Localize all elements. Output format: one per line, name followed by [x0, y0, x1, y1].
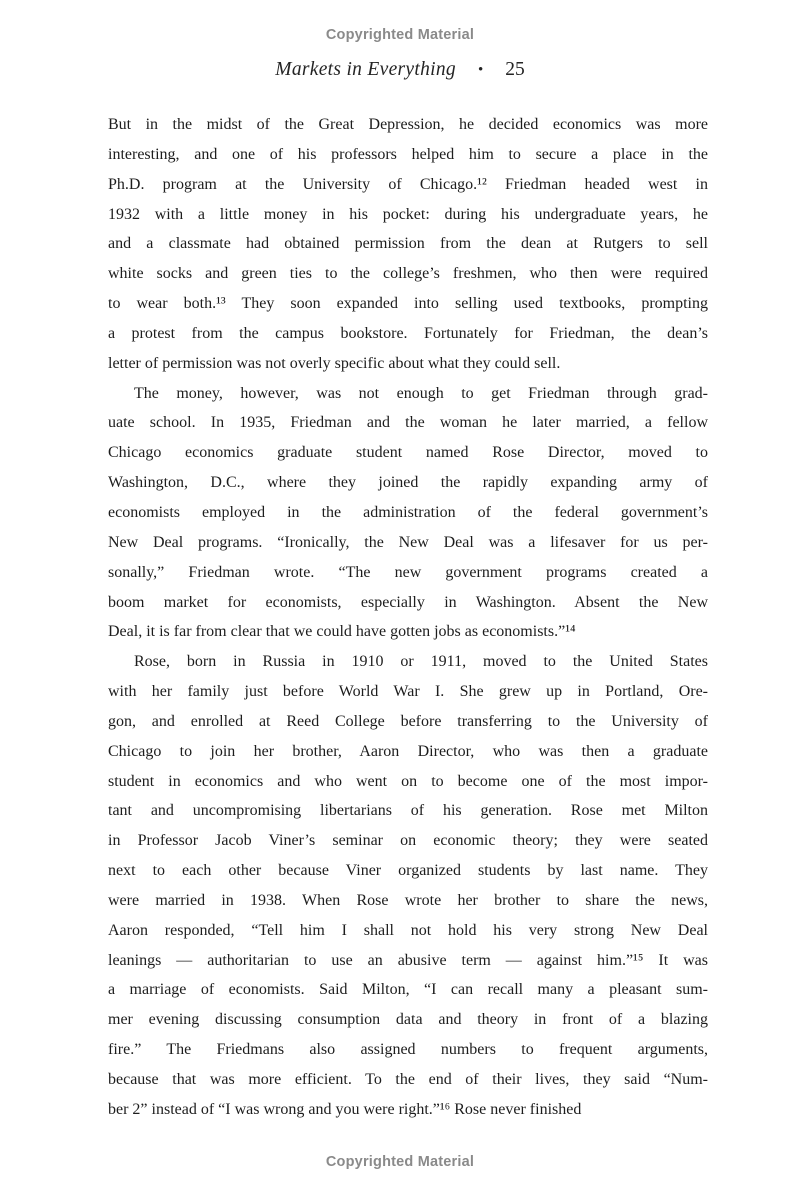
text-line: leanings — authoritarian to use an abusive term — against him.”¹⁵ It was — [108, 951, 708, 969]
text-line: Chicago economics graduate student named Rose Director, moved to — [108, 444, 708, 462]
text-line: with her family just before World War I. She grew up in Portland, Ore- — [108, 683, 708, 701]
text-line: The money, however, was not enough to get Friedman through grad- — [134, 384, 708, 402]
page-body — [108, 110, 708, 1125]
text-line: gon, and enrolled at Reed College before transferring to the University of — [108, 712, 708, 730]
copyright-notice-bottom: Copyrighted Material — [325, 1154, 475, 1170]
text-line: to wear both.¹³ They soon expanded into selling used textbooks, prompting — [108, 295, 708, 313]
text-line: boom market for economists, especially in Washington. Absent the New — [108, 593, 708, 611]
text-line: Rose, born in Russia in 1910 or 1911, moved to the United States — [134, 653, 708, 671]
text-line: fire.” The Friedmans also assigned numbers to frequent arguments, — [108, 1041, 708, 1059]
text-line: tant and uncompromising libertarians of his generation. Rose met Milton — [108, 802, 708, 820]
running-head-title: Markets in Everything — [275, 59, 456, 80]
page-number: 25 — [505, 59, 525, 80]
text-line: sonally,” Friedman wrote. “The new government programs created a — [108, 563, 708, 581]
text-line: Deal, it is far from clear that we could have gotten jobs as economists.”¹⁴ — [108, 623, 576, 641]
text-line: New Deal programs. “Ironically, the New Deal was a lifesaver for us per- — [108, 533, 708, 551]
text-line: next to each other because Viner organized students by last name. They — [108, 862, 708, 880]
text-line: were married in 1938. When Rose wrote her brother to share the news, — [108, 891, 708, 909]
text-line: interesting, and one of his professors helped him to secure a place in the — [108, 145, 708, 163]
text-line: because that was more efficient. To the end of their lives, they said “Num- — [108, 1071, 708, 1088]
text-line: Aaron responded, “Tell him I shall not hold his very strong New Deal — [108, 921, 708, 939]
text-line: mer evening discussing consumption data and theory in front of a blazing — [108, 1011, 708, 1029]
running-head — [0, 59, 800, 81]
text-line: But in the midst of the Great Depression, he decided economics was more — [108, 116, 708, 133]
text-line: economists employed in the administration of the federal government’s — [108, 503, 708, 521]
text-line: uate school. In 1935, Friedman and the woman he later married, a fellow — [108, 414, 708, 432]
text-line: and a classmate had obtained permission from the dean at Rutgers to sell — [108, 235, 708, 253]
text-line: a marriage of economists. Said Milton, “I can recall many a pleasant sum- — [108, 981, 708, 999]
text-line: Chicago to join her brother, Aaron Director, who was then a graduate — [108, 742, 708, 760]
bullet-separator: • — [477, 62, 484, 78]
text-line: Washington, D.C., where they joined the rapidly expanding army of — [108, 474, 708, 492]
text-line: letter of permission was not overly specific about what they could sell. — [108, 354, 561, 372]
text-line: white socks and green ties to the college’s freshmen, who then were required — [108, 265, 708, 283]
text-line: 1932 with a little money in his pocket: during his undergraduate years, he — [108, 205, 708, 223]
paragraph — [108, 647, 708, 1125]
text-line: ber 2” instead of “I was wrong and you were right.”¹⁶ Rose never finished — [108, 1100, 582, 1118]
paragraph — [108, 379, 708, 648]
text-line: student in economics and who went on to become one of the most impor- — [108, 772, 708, 790]
text-line: a protest from the campus bookstore. Fortunately for Friedman, the dean’s — [108, 324, 708, 342]
paragraph — [108, 110, 708, 379]
text-line: in Professor Jacob Viner’s seminar on economic theory; they were seated — [108, 832, 708, 850]
copyright-notice-top: Copyrighted Material — [325, 27, 475, 43]
text-line: Ph.D. program at the University of Chicago.¹² Friedman headed west in — [108, 175, 708, 193]
